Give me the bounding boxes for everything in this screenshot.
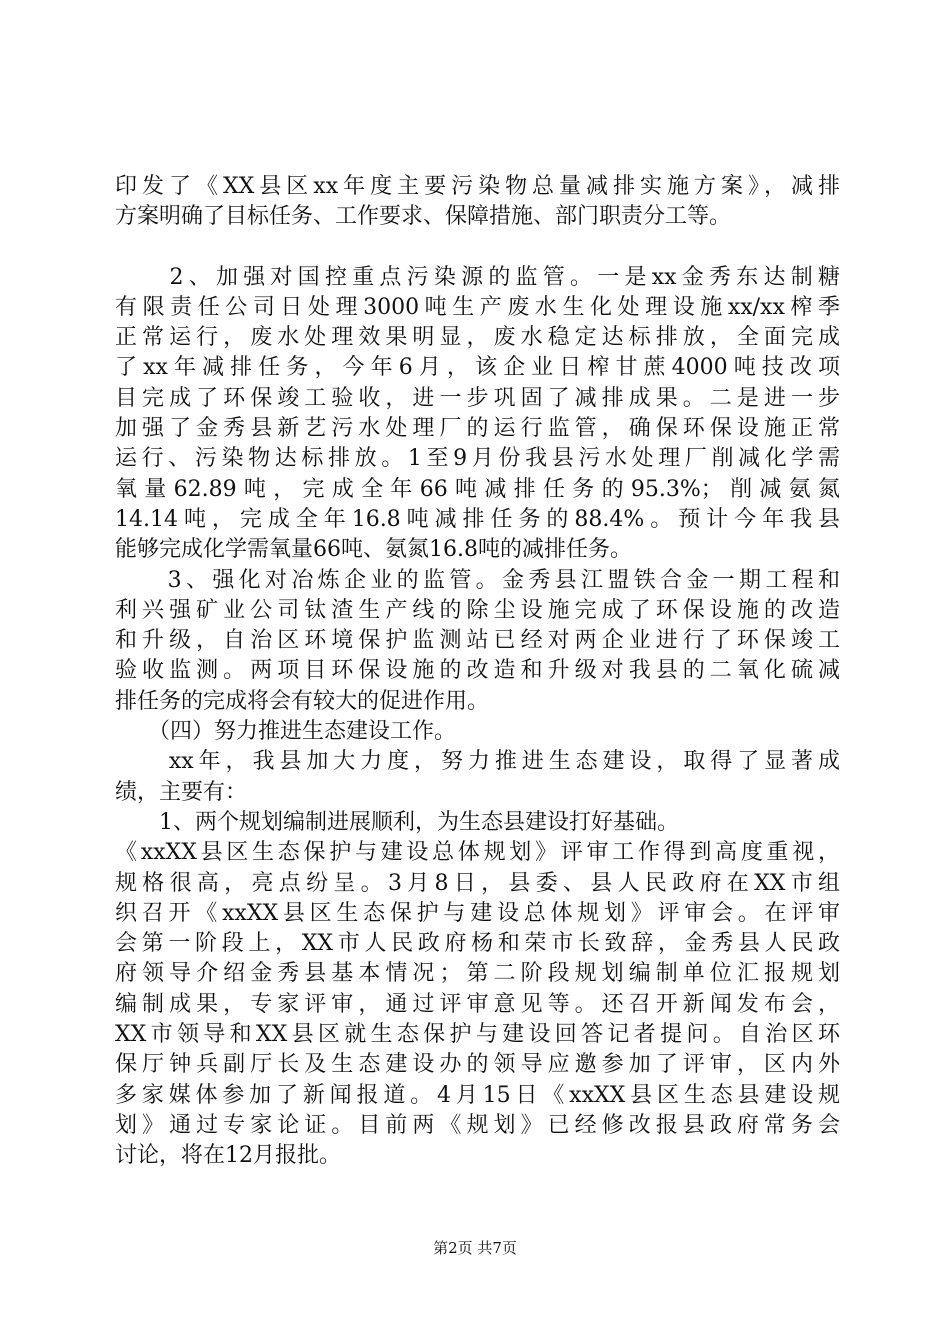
- text-line: 多家媒体参加了新闻报道。4月15日《xxXX县区生态县建设规: [115, 1082, 840, 1108]
- text-line: 编制成果，专家评审，通过评审意见等。还召开新闻发布会，: [115, 991, 840, 1017]
- section-heading: （四）努力推进生态建设工作。: [115, 719, 457, 745]
- text-line: 会第一阶段上，XX市人民政府杨和荣市长致辞，金秀县人民政: [115, 931, 840, 957]
- text-line: 《xxXX县区生态保护与建设总体规划》评审工作得到高度重视，: [115, 840, 840, 866]
- text-line: 1、两个规划编制进展顺利，为生态县建设打好基础。: [115, 809, 679, 835]
- text-line: 加强了金秀县新艺污水处理厂的运行监管，确保环保设施正常: [115, 416, 840, 442]
- text-line: 府领导介绍金秀县基本情况；第二阶段规划编制单位汇报规划: [115, 961, 840, 987]
- text-line: 目完成了环保竣工验收，进一步巩固了减排成果。二是进一步: [115, 385, 840, 411]
- text-line: 3、强化对冶炼企业的监管。金秀县江盟铁合金一期工程和: [115, 567, 840, 593]
- text-line: 利兴强矿业公司钛渣生产线的除尘设施完成了环保设施的改造: [115, 597, 840, 623]
- text-line: 氧量62.89吨，完成全年66吨减排任务的95.3%；削减氨氮: [115, 476, 840, 502]
- paragraph-gap: [115, 233, 840, 263]
- text-line: 2、加强对国控重点污染源的监管。一是xx金秀东达制糖: [115, 264, 840, 290]
- text-line: 讨论，将在12月报批。: [115, 1143, 341, 1169]
- text-line: 有限责任公司日处理3000吨生产废水生化处理设施xx/xx榨季: [115, 294, 840, 320]
- text-line: 了xx年减排任务，今年6月，该企业日榨甘蔗4000吨技改项: [115, 355, 840, 381]
- text-line: 方案明确了目标任务、工作要求、保障措施、部门职责分工等。: [115, 204, 732, 230]
- text-line: 运行、污染物达标排放。1至9月份我县污水处理厂削减化学需: [115, 446, 840, 472]
- text-line: 和升级，自治区环境保护监测站已经对两企业进行了环保竣工: [115, 628, 840, 654]
- text-line: 验收监测。两项目环保设施的改造和升级对我县的二氧化硫减: [115, 658, 840, 684]
- document-body: [115, 172, 840, 1172]
- text-line: 绩，主要有：: [115, 779, 248, 805]
- text-line: xx年，我县加大力度，努力推进生态建设，取得了显著成: [115, 749, 840, 775]
- text-line: 保厅钟兵副厅长及生态建设办的领导应邀参加了评审，区内外: [115, 1052, 840, 1078]
- text-line: XX市领导和XX县区就生态保护与建设回答记者提问。自治区环: [115, 1022, 840, 1048]
- text-line: 织召开《xxXX县区生态保护与建设总体规划》评审会。在评审: [115, 900, 840, 926]
- text-line: 排任务的完成将会有较大的促进作用。: [115, 688, 490, 714]
- text-line: 印发了《XX县区xx年度主要污染物总量减排实施方案》，减排: [115, 174, 840, 199]
- page-footer: 第2页 共7页: [433, 1239, 517, 1257]
- text-line: 能够完成化学需氧量66吨、氨氮16.8吨的减排任务。: [115, 537, 632, 563]
- text-line: 14.14吨，完成全年16.8吨减排任务的88.4%。预计今年我县: [115, 506, 840, 532]
- text-line: 划》通过专家论证。目前两《规划》已经修改报县政府常务会: [115, 1112, 840, 1138]
- text-line: 规格很高，亮点纷呈。3月8日，县委、县人民政府在XX市组: [115, 870, 840, 896]
- text-line: 正常运行，废水处理效果明显，废水稳定达标排放，全面完成: [115, 325, 840, 351]
